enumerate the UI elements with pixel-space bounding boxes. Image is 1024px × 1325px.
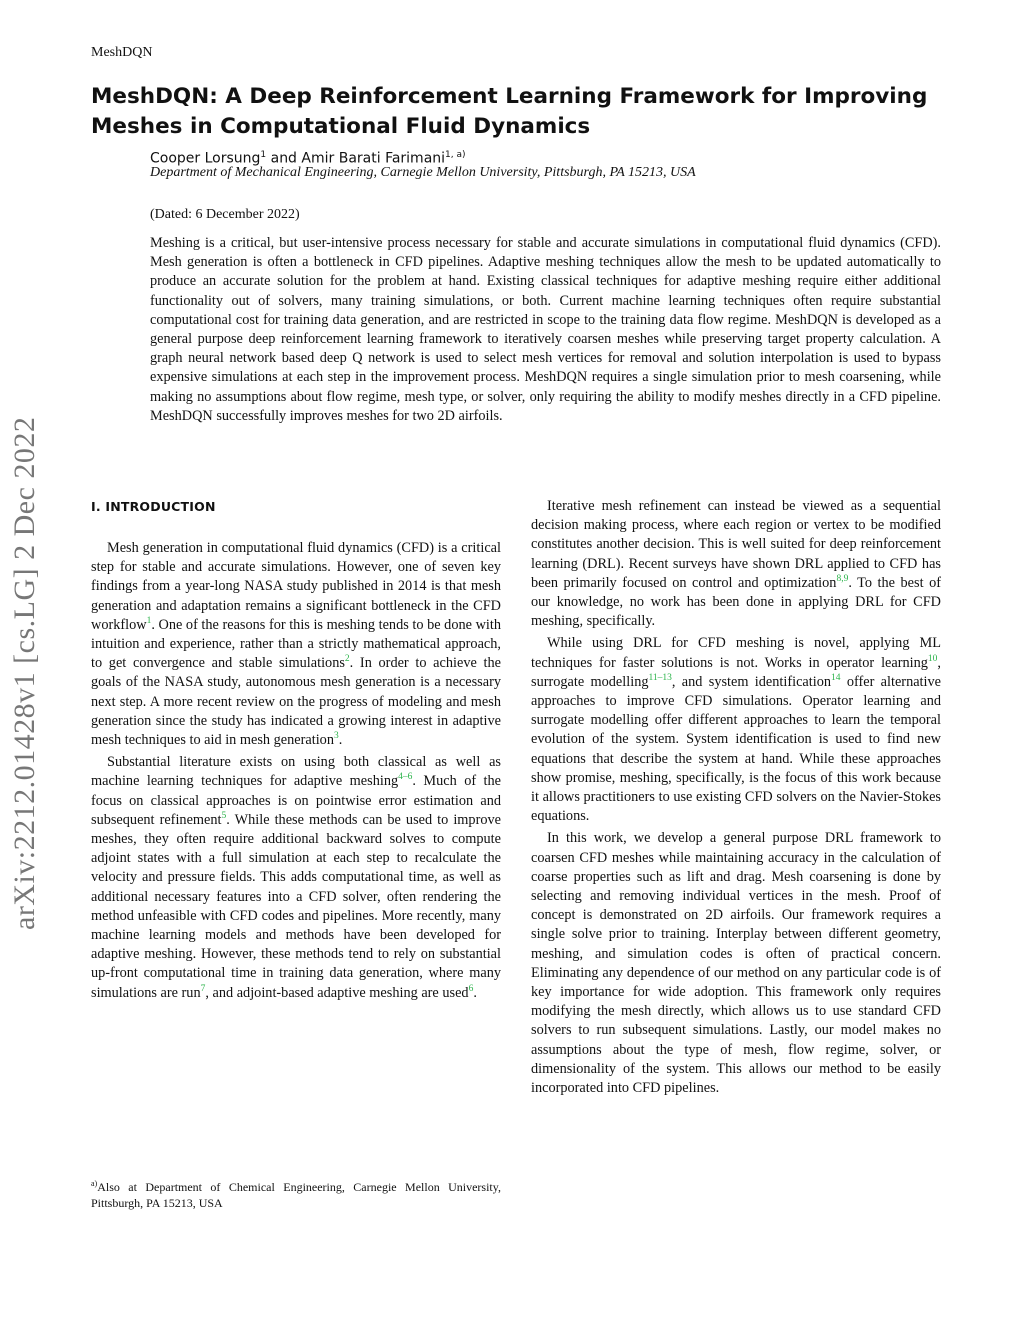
paragraph: While using DRL for CFD meshing is novel, applying ML techniques for faster solutions is not. Works in operator learning$^{10}$, surrogate modelling$^{11-13}$, and system identification$^{14}$ offer alternative approaches to improve CFD simulations. Operator learning and surrogate modelling offer different approaches to learn the temporal evolution of the system. System identification is used to find new equations that describe the system at hand. While these approaches show promise, meshing, specifically, is the focus of this work because it allows practitioners to use existing CFD solvers on the Navier-Stokes equations. — [531, 635, 941, 825]
author-affil-mark: 1, a) — [445, 150, 466, 160]
paper-title: MeshDQN: A Deep Reinforcement Learning Framework for Improving Meshes in Computational Fluid Dynamics — [91, 84, 928, 139]
citation-link[interactable]: 4–6 — [398, 772, 413, 783]
right-column — [531, 497, 941, 1101]
left-column — [91, 497, 501, 1006]
author-name: Amir Barati Farimani — [301, 150, 446, 167]
citation-link[interactable]: 1 — [146, 616, 152, 627]
footnote-mark: a) — [91, 1179, 98, 1188]
citation-link[interactable]: 3 — [333, 731, 339, 742]
author-name: Cooper Lorsung — [150, 150, 261, 167]
citation-link[interactable]: 7 — [200, 983, 206, 994]
abstract: Meshing is a critical, but user-intensive process necessary for stable and accurate simulations in computational fluid dynamics (CFD). Mesh generation is often a bottleneck in CFD pipelines. Adaptive meshing techniques allow the mesh to be updated automatically to produce an accurate solution for the problem at hand. Existing classical techniques for adaptive meshing require either additional functionality out of solvers, many training simulations, or both. Current machine learning techniques often require substantial computational cost for training data generation, and are restricted in scope to the training data flow regime. MeshDQN is developed as a general purpose deep reinforcement learning framework to iteratively coarsen meshes while preserving target property calculation. A graph neural network based deep Q network is used to select mesh vertices for removal and solution interpolation is used to bypass expensive simulations at each step in the improvement process. MeshDQN requires a single simulation prior to mesh coarsening, while making no assumptions about flow regime, mesh type, or solver, only requiring the ability to modify meshes directly in a CFD pipeline. MeshDQN successfully improves meshes for two 2D airfoils. — [150, 235, 941, 424]
author-affil-mark: 1 — [260, 150, 267, 160]
citation-link[interactable]: 2 — [344, 654, 350, 665]
section-heading: I. INTRODUCTION — [91, 499, 216, 514]
paragraph: Mesh generation in computational fluid dynamics (CFD) is a critical step for stable and accurate simulations. However, one of seven key findings from a year-long NASA study published in 2014 is that mesh generation and adaptation remains a significant bottleneck in the CFD workflow$^1$. One of the reasons for this is meshing tends to be done with intuition and experience, rather than a strictly mathematical approach, to get convergence and stable simulations$^2$. In order to achieve the goals of the NASA study, autonomous mesh generation is a necessary next step. A more recent review on the progress of modeling and mesh generation since the study has indicated a growing interest in adaptive mesh techniques to aid in mesh generation$^3$. — [91, 540, 501, 749]
footnote — [91, 1176, 501, 1211]
citation-link[interactable]: 14 — [831, 673, 841, 684]
date-line: (Dated: 6 December 2022) — [150, 207, 300, 222]
citation-link[interactable]: 8,9 — [836, 574, 849, 585]
paragraph: Iterative mesh refinement can instead be viewed as a sequential decision making process, where each region or vertex to be modified constitutes another decision. This is well suited for deep reinforcement learning (DRL). Recent surveys have shown DRL applied to CFD has been primarily focused on control and optimization$^{8,9}$. To the best of our knowledge, no work has been done in applying DRL for CFD meshing, specifically. — [531, 498, 941, 630]
citation-link[interactable]: 5 — [221, 811, 227, 822]
affiliation: Department of Mechanical Engineering, Carnegie Mellon University, Pittsburgh, PA 15213, USA — [150, 165, 696, 180]
arxiv-stamp: arXiv:2212.01428v1 [cs.LG] 2 Dec 2022 — [8, 416, 41, 930]
citation-link[interactable]: 11–13 — [648, 673, 672, 684]
paragraph: In this work, we develop a general purpose DRL framework to coarsen CFD meshes while maintaining accuracy in the calculation of coarse properties such as lift and drag. Mesh coarsening is done by selecting and removing individual vertices in the mesh. Proof of concept is demonstrated on 2D airfoils. Our framework requires a single solve prior to training. Interplay between different geometry, meshing, and simulation codes is often of practical concern. Eliminating any dependence of our method on any particular code is of key importance for wide adoption. This framework only requires modifying the mesh directly, which allows us to use standard CFD solvers to run subsequent simulations. Lastly, our model makes no assumptions about the type of mesh, flow regime, solver, or dimensionality of the system. This allows our method to be easily incorporated into CFD pipelines. — [531, 830, 941, 1097]
author-connector: and — [270, 150, 297, 167]
citation-link[interactable]: 10 — [927, 653, 938, 664]
footnote-text: Also at Department of Chemical Engineering, Carnegie Mellon University, Pittsburgh, PA 15213, USA — [91, 1180, 501, 1210]
paragraph: Substantial literature exists on using both classical as well as machine learning techniques for adaptive meshing$^{4-6}$. Much of the focus on classical approaches is on pointwise error estimation and subsequent refinement$^5$. While these methods can be used to improve meshes, they often require additional backward solves to compute adjoint states with a full simulation at each step to recalculate the velocity and pressure fields. This adds computational time, as well as additional necessary features into a CFD solver, often rendering the method unfeasible with CFD codes and pipelines. More recently, many machine learning models and methods have been developed for adaptive meshing. However, these methods tend to rely on substantial up-front computational time in training data generation, where many simulations are run$^7$, and adjoint-based adaptive meshing are used$^6$. — [91, 754, 502, 1001]
citation-link[interactable]: 6 — [468, 983, 474, 994]
running-head: MeshDQN — [91, 45, 153, 60]
